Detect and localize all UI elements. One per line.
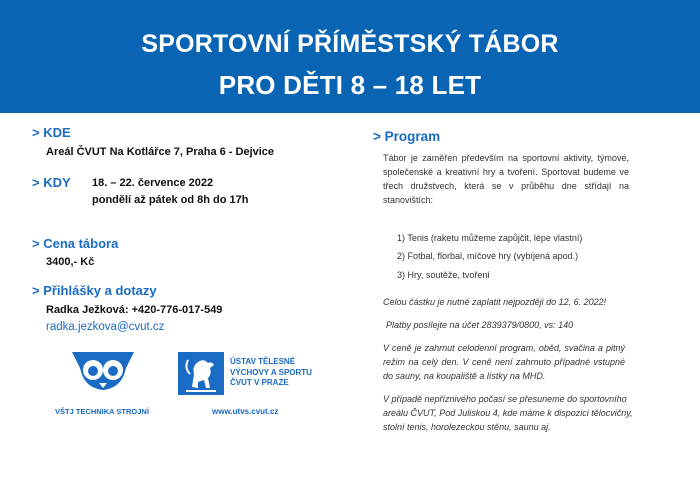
account-info: Platby posílejte na účet 2839379/0800, vs: 140 — [386, 320, 574, 330]
utvs-line2: VÝCHOVY A SPORTU — [230, 367, 312, 377]
header-banner — [0, 0, 700, 113]
program-label: > Program — [373, 129, 441, 144]
program-item-1: 1) Tenis (raketu můžeme zapůjčit, lépe vlastní) — [397, 233, 583, 243]
vstj-caption: VŠTJ TECHNIKA STROJNÍ — [55, 407, 149, 416]
payment-deadline: Celou částku je nutné zaplatit nejpozději do 12. 6. 2022! — [383, 297, 607, 307]
utvs-logo-text — [230, 357, 312, 389]
program-item-2: 2) Fotbal, florbal, míčové hry (vybíjená apod.) — [397, 251, 579, 261]
kdy-dates: 18. – 22. července 2022 — [92, 177, 214, 189]
kdy-label: > KDY — [32, 175, 71, 190]
weather-info: V případě nepříznivého počasí se přesuneme do sportovního areálu ČVUT, Pod Juliskou 4, kde máme k dispozici tělocvičny, stolní tenis, horolezeckou stěnu, saunu aj. — [383, 394, 633, 432]
prihlasky-label: > Přihlášky a dotazy — [32, 283, 157, 298]
utvs-line3: ČVUT V PRAZE — [230, 378, 289, 387]
contact-email-link[interactable]: radka.jezkova@cvut.cz — [46, 321, 165, 333]
program-intro: Tábor je zaměřen především na sportovní aktivity, týmové, společenské a kreativní hry a tvoření. Sportovat budeme ve třech družstvech, která se v průběhu dne střídají na stanovištích: — [383, 153, 629, 205]
cena-value: 3400,- Kč — [46, 256, 95, 268]
utvs-url-link[interactable]: www.utvs.cvut.cz — [212, 407, 279, 416]
cena-label: > Cena tábora — [32, 236, 119, 251]
page-title-line1: SPORTOVNÍ PŘÍMĚSTSKÝ TÁBOR — [141, 30, 559, 58]
utvs-lion-icon — [178, 352, 224, 395]
kde-value: Areál ČVUT Na Kotlářce 7, Praha 6 - Dejvice — [46, 146, 275, 158]
kdy-times: pondělí až pátek od 8h do 17h — [92, 194, 249, 206]
price-info: V ceně je zahrnut celodenní program, oběd, svačina a pitný režim na celý den. V ceně není zahrnuto případné vstupné do sauny, na koupaliště a lístky na MHD. — [383, 343, 625, 381]
page-title-line2: PRO DĚTI 8 – 18 LET — [218, 70, 482, 100]
program-item-3: 3) Hry, soutěže, tvoření — [397, 270, 490, 280]
vstj-logo-icon — [70, 350, 136, 392]
contact-name-phone: Radka Ježková: +420-776-017-549 — [46, 304, 223, 316]
utvs-line1: ÚSTAV TĚLESNÉ — [230, 357, 296, 366]
kde-label: > KDE — [32, 125, 71, 140]
